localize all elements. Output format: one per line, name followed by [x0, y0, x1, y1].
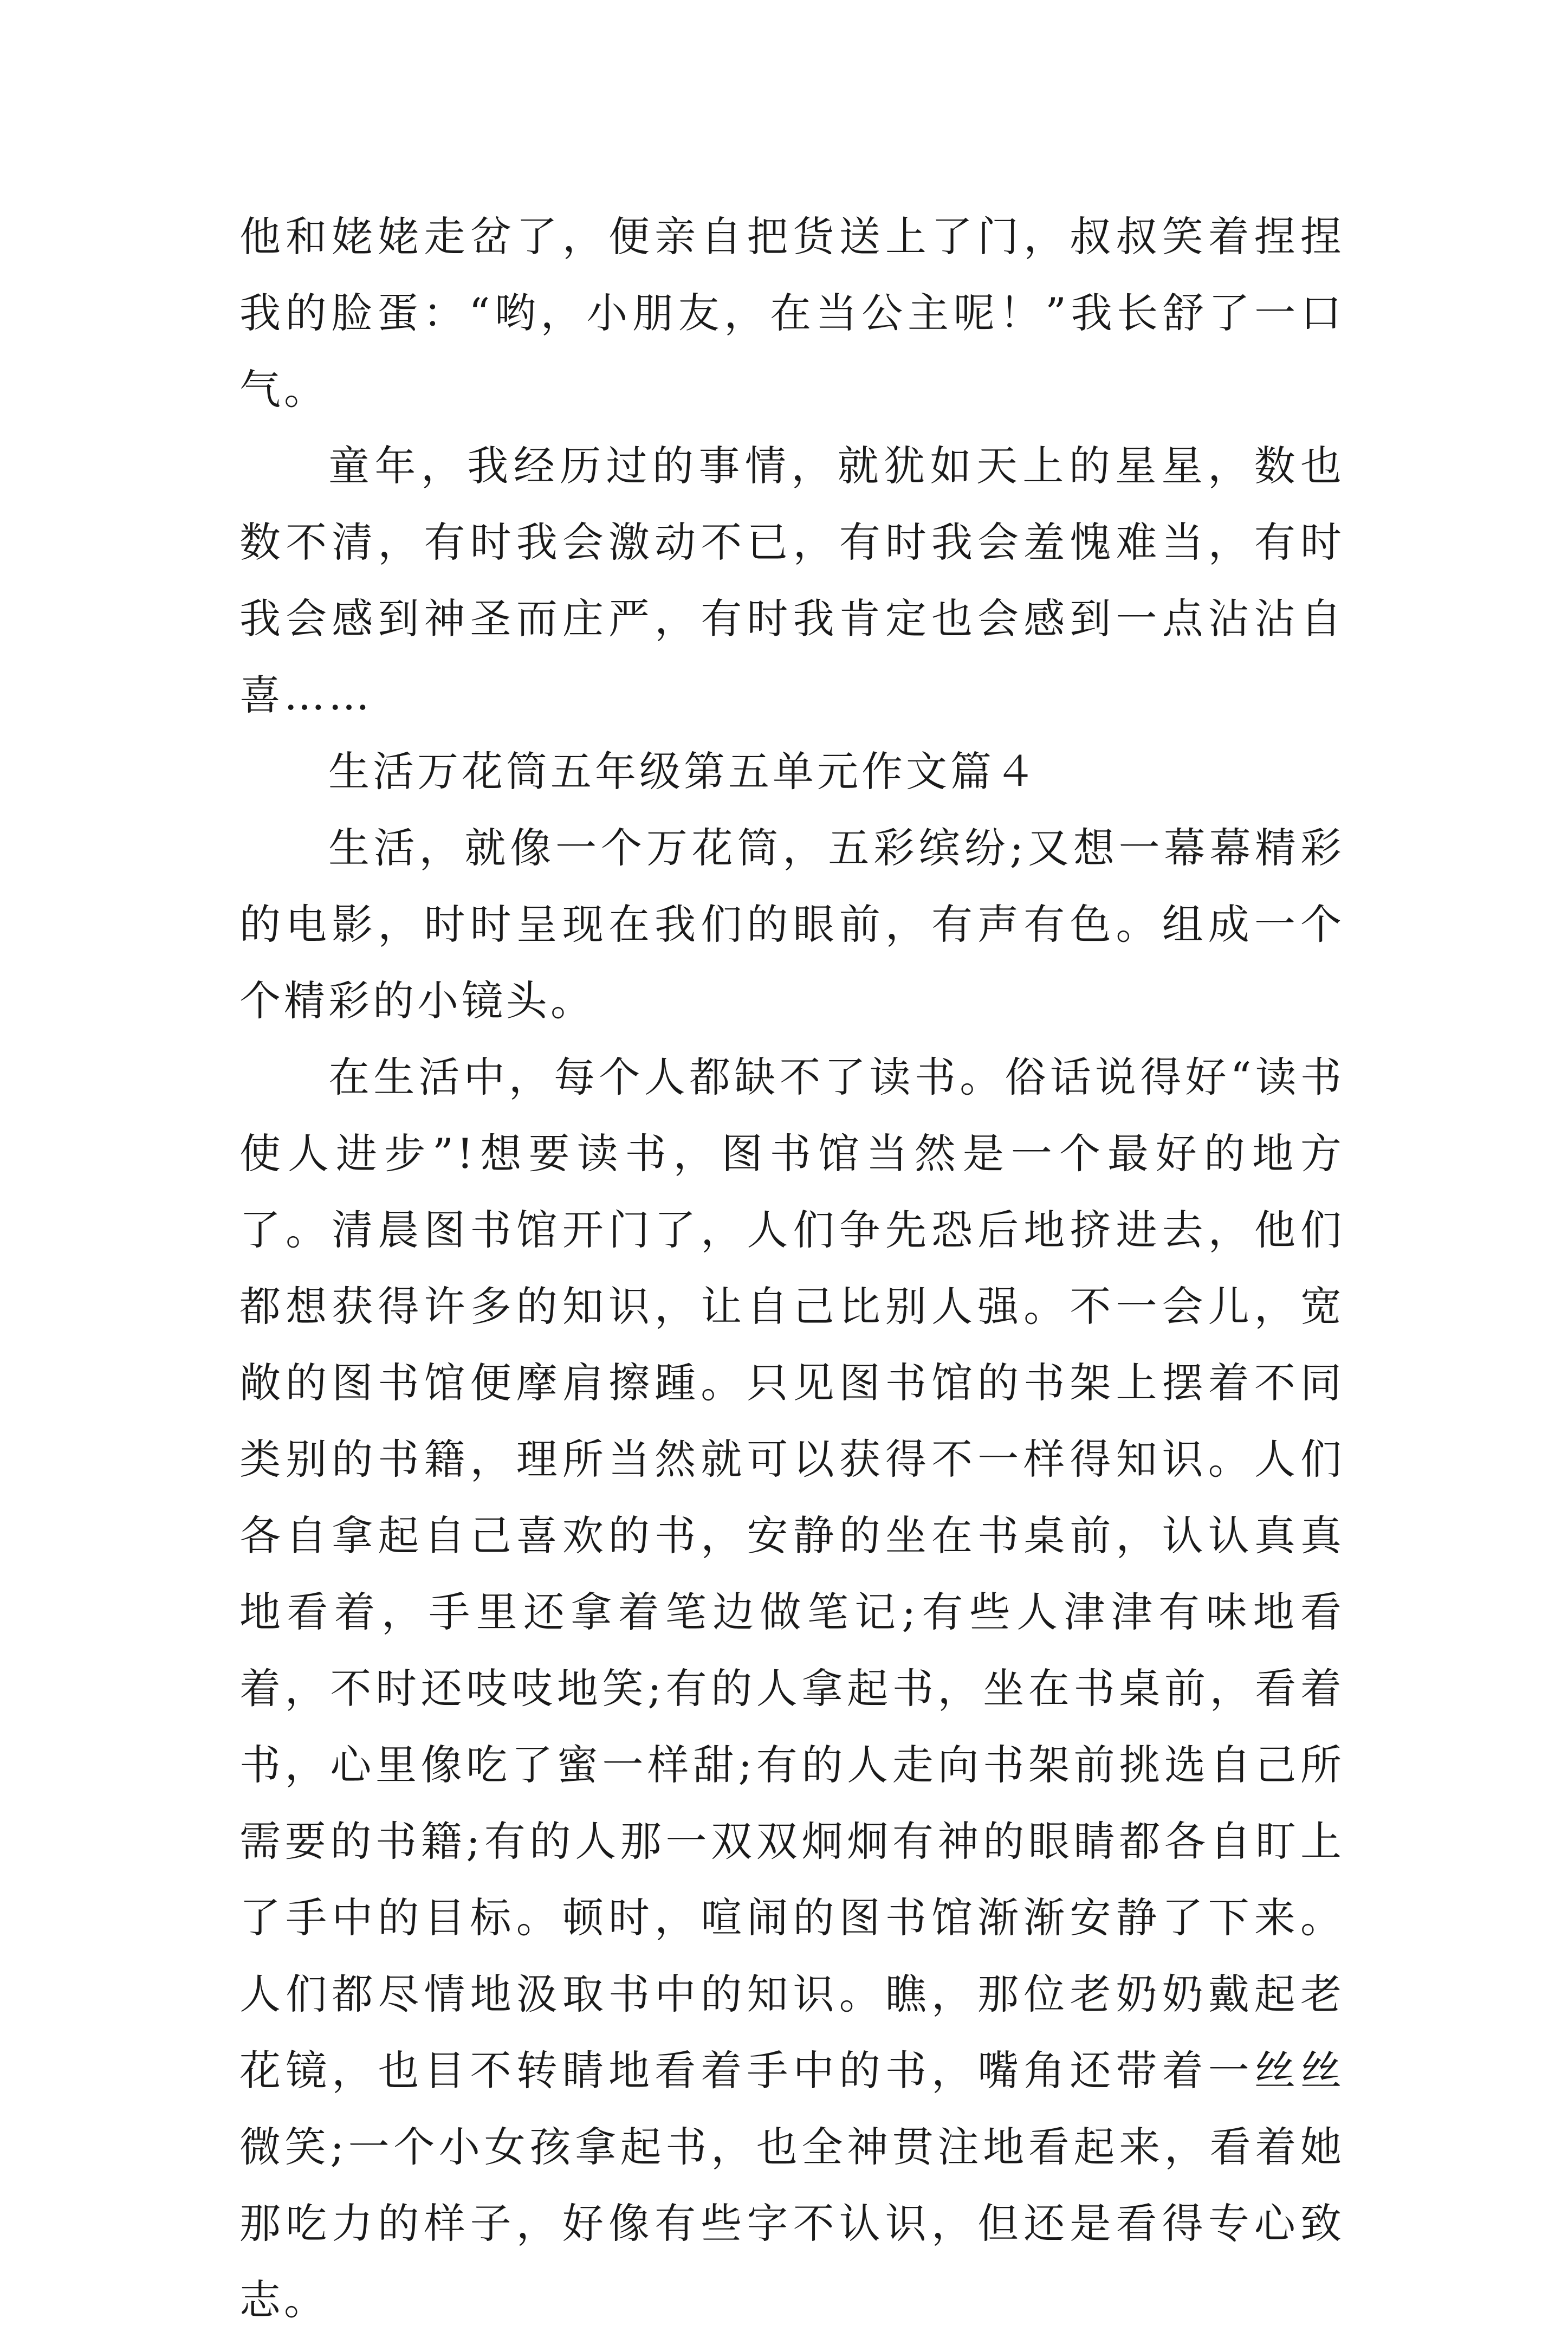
essay-heading: 生活万花筒五年级第五单元作文篇４ [328, 747, 1039, 796]
paragraph-library: 在生活中，每个人都缺不了读书。俗话说得好“读书使人进步”!想要读书，图书馆当然是一个最好的地方了。清晨图书馆开门了，人们争先恐后地挤进去，他们都想获得许多的知识，让自己比别人强。不一会儿，宽敞的图书馆便摩肩擦踵。只见图书馆的书架上摆着不同类别的书籍，理所当然就可以获得不一样得知识。人们各自拿起自己喜欢的书，安静的坐在书桌前，认认真真地看着，手里还拿着笔边做笔记;有些人津津有味地看着，不时还吱吱地笑;有的人拿起书，坐在书桌前，看着书，心里像吃了蜜一样甜;有的人走向书架前挑选自己所需要的书籍;有的人那一双双炯炯有神的眼睛都各自盯上了手中的目标。顿时，喧闹的图书馆渐渐安静了下来。人们都尽情地汲取书中的知识。瞧，那位老奶奶戴起老花镜，也目不转睛地看着手中的书，嘴角还带着一丝丝微笑;一个小女孩拿起书，也全神贯注地看起来，看着她那吃力的样子，好像有些字不认识，但还是看得专心致志。 [239, 1053, 1345, 2324]
paragraph-kaleidoscope: 生活，就像一个万花筒，五彩缤纷;又想一幕幕精彩的电影，时时呈现在我们的眼前，有声有色。组成一个个精彩的小镜头。 [239, 824, 1345, 1025]
body-text [239, 198, 1345, 2338]
paragraph-continuation: 他和姥姥走岔了，便亲自把货送上了门，叔叔笑着捏捏我的脸蛋：“哟，小朋友，在当公主呢！”我长舒了一口气。 [239, 212, 1345, 414]
paragraph-childhood: 童年，我经历过的事情，就犹如天上的星星，数也数不清，有时我会激动不已，有时我会羞愧难当，有时我会感到神圣而庄严，有时我肯定也会感到一点沾沾自喜…… [239, 442, 1345, 719]
